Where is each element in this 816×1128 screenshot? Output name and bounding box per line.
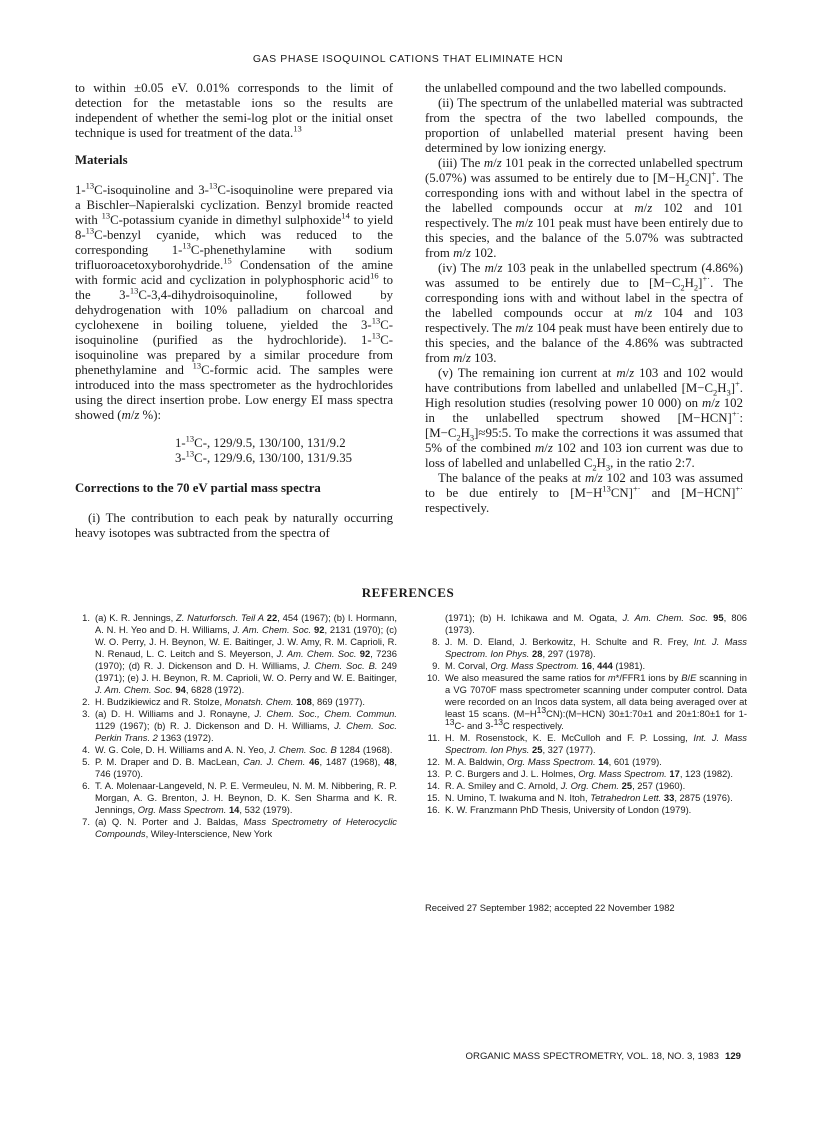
- reference-item: 3. (a) D. H. Williams and J. Ronayne, J. Chem. Soc., Chem. Commun. 1129 (1967); (b) R. J. Dickenson and D. H. Williams, J. Chem. Soc. Perkin Trans. 2 1363 (1972).: [82, 708, 397, 743]
- reference-item: 2. H. Budzikiewicz and R. Stolze, Monatsh. Chem. 108, 869 (1977).: [82, 696, 365, 707]
- reference-item: 12. M. A. Baldwin, Org. Mass Spectrom. 14, 601 (1979).: [426, 756, 662, 767]
- reference-item: 1. (a) K. R. Jennings, Z. Naturforsch. Teil A 22, 454 (1967); (b) I. Hormann, A. N. H. Yeo and D. H. Williams, J. Am. Chem. Soc. 92, 2131 (1970); (c) W. O. Perry, J. H. Beynon, W. E. Baitinger, J. W. Amy, R. M. Caprioli, R. N. Renaud, L. C. Leitch and S. Meyerson, J. Am. Chem. Soc. 92, 7236 (1970); (d) R. J. Dickenson and D. H. Williams, J. Chem. Soc. B. 249 (1971); (e) J. H. Beynon, R. M. Caprioli, W. O. Perry and W. E. Baitinger, J. Am. Chem. Soc. 94, 6828 (1972).: [82, 612, 397, 695]
- running-head: GAS PHASE ISOQUINOL CATIONS THAT ELIMINATE HCN: [252, 53, 564, 65]
- paragraph-intro: to within ±0.05 eV. 0.01% corresponds to the limit of detection for the metastable ions so the results are independent of whether the semi-log plot or the initial onset technique is used for treatment of the data.$^{13}$: [75, 81, 393, 140]
- heading-corrections: Corrections to the 70 eV partial mass spectra: [75, 481, 321, 495]
- journal-citation: ORGANIC MASS SPECTROMETRY, VOL. 18, NO. 3, 1983: [465, 1051, 719, 1062]
- spectra-data: [175, 433, 393, 466]
- spectrum-line-1: 1-$^{13}$C-, 129/9.5, 130/100, 131/9.2: [175, 433, 346, 450]
- paragraph-iii: (iii) The m/z 101 peak in the corrected unlabelled spectrum (5.07%) was assumed to be entirely due to $[M-H_2CN]^+$. The corresponding ions with and without label in the spectra of the labelled compounds occur at m/z 102 and 101 respectively. The m/z 101 peak must have been entirely due to this species, and the balance of the 5.07% was subtracted from m/z 102.: [425, 156, 744, 260]
- page-number: 129: [724, 1051, 741, 1062]
- body-column-left: [75, 81, 393, 541]
- reference-item: 8. J. M. D. Eland, J. Berkowitz, H. Schulte and R. Frey, Int. J. Mass Spectrom. Ion Phys. 28, 297 (1978).: [432, 636, 747, 659]
- references-column-left: [75, 612, 397, 840]
- paragraph-corrections-i: (i) The contribution to each peak by naturally occurring heavy isotopes was subtracted from the spectra of: [75, 511, 393, 540]
- reference-item: 9. M. Corval, Org. Mass Spectrom. 16, 444 (1981).: [432, 660, 646, 671]
- reference-item: 6. T. A. Molenaar-Langeveld, N. P. E. Vermeuleu, N. M. M. Nibbering, R. P. Morgan, A. G. Brenton, J. H. Beynon, D. K. Sen Sharma and K. R. Jennings, Org. Mass Spectrom. 14, 532 (1979).: [82, 780, 397, 815]
- heading-materials: Materials: [75, 153, 128, 167]
- references-column-right: [425, 612, 747, 816]
- reference-item: 16. K. W. Franzmann PhD Thesis, University of London (1979).: [426, 804, 692, 815]
- references-heading: REFERENCES: [361, 585, 455, 600]
- reference-item: 10. We also measured the same ratios for m*/FFR1 ions by B/E scanning in a VG 7070F mass spectrometer scanning under computer control. Data were recorded on an Incos data system, all data being averaged over at least 15 scans. $(M-H^{13}CN):(M-HCN)$ 30±1:70±1 and 20±1:80±1 for 1-$^{13}$C- and 3-$^{13}$C respectively.: [426, 672, 747, 731]
- body-column-right: [425, 81, 743, 516]
- reference-item: 7. (a) Q. N. Porter and J. Baldas, Mass Spectrometry of Heterocyclic Compounds, Wiley-Interscience, New York: [82, 816, 397, 839]
- paragraph-continued: the unlabelled compound and the two labelled compounds.: [425, 81, 727, 95]
- reference-item: 15. N. Umino, T. Iwakuma and N. Itoh, Tetrahedron Lett. 33, 2875 (1976).: [426, 792, 733, 803]
- page-footer: [425, 1051, 741, 1062]
- reference-item-continued: (1971); (b) H. Ichikawa and M. Ogata, J. Am. Chem. Soc. 95, 806 (1973).: [445, 612, 747, 635]
- reference-item: 14. R. A. Smiley and C. Arnold, J. Org. Chem. 25, 257 (1960).: [426, 780, 686, 791]
- paragraph-materials: 1-$^{13}$C-isoquinoline and 3-$^{13}$C-isoquinoline were prepared via a Bischler–Napieralski cyclization. Benzyl bromide reacted with $^{13}$C-potassium cyanide in dimethyl sulphoxide$^{14}$ to yield 8-$^{13}$C-benzyl cyanide, which was reduced to the corresponding 1-$^{13}$C-phenethylamine with sodium trifluoroacetoxyborohydride.$^{15}$ Condensation of the amine with formic acid and cyclization in polyphosphoric acid$^{16}$ to the 3-$^{13}$C-3,4-dihydroisoquinoline, followed by dehydrogenation with 10% palladium on charcoal and cyclohexene in boiling toluene, yielded the 3-$^{13}$C-isoquinoline (purified as the hydrochloride). 1-$^{13}$C-isoquinoline was prepared by a similar procedure from phenethylamine and $^{13}$C-formic acid. The samples were introduced into the mass spectrometer as the hydrochlorides using the direct insertion probe. Low energy EI mass spectra showed (m/z %):: [75, 180, 394, 422]
- paragraph-ii: (ii) The spectrum of the unlabelled material was subtracted from the spectra of the two labelled compounds, the proportion of unlabelled material present having been determined by low ionizing energy.: [425, 96, 743, 155]
- reference-item: 11. H. M. Rosenstock, K. E. McCulloh and F. P. Lossing, Int. J. Mass Spectrom. Ion Phys. 25, 327 (1977).: [427, 732, 747, 755]
- received-dates: Received 27 September 1982; accepted 22 November 1982: [425, 902, 675, 913]
- reference-item: 5. P. M. Draper and D. B. MacLean, Can. J. Chem. 46, 1487 (1968), 48, 746 (1970).: [82, 756, 398, 779]
- paragraph-iv: (iv) The m/z 103 peak in the unlabelled spectrum (4.86%) was assumed to be entirely due to $[M-C_2H_2]^{+\cdot}$. The corresponding ions with and without label in the spectra of the labelled compounds occur at m/z 104 and 103 respectively. The m/z 104 peak must have been entirely due to this species, and the balance of the 4.86% was subtracted from m/z 103.: [425, 261, 744, 365]
- spectrum-line-3: 3-$^{13}$C-, 129/9.6, 130/100, 131/9.35: [175, 448, 353, 465]
- paragraph-balance: The balance of the peaks at m/z 102 and 103 was assumed to be due entirely to $[M-H^{13}CN]^{+\cdot}$ and [M−HCN]+· respectively.: [425, 471, 743, 515]
- reference-item: 4. W. G. Cole, D. H. Williams and A. N. Yeo, J. Chem. Soc. B 1284 (1968).: [82, 744, 393, 755]
- reference-item: 13. P. C. Burgers and J. L. Holmes, Org. Mass Spectrom. 17, 123 (1982).: [426, 768, 734, 779]
- paragraph-v: (v) The remaining ion current at m/z 103 and 102 would have contributions from labelled and unlabelled $[M-C_2H_3]^+$. High resolution studies (resolving power 10 000) on m/z 102 in the unlabelled spectrum showed [M−HCN]+·: $[M-C_2H_3]\approx 95:5$. To make the corrections it was assumed that 5% of the combined m/z 102 and 103 ion current was due to loss of labelled and unlabelled $C_2H_3$, in the ratio 2:7.: [425, 366, 743, 473]
